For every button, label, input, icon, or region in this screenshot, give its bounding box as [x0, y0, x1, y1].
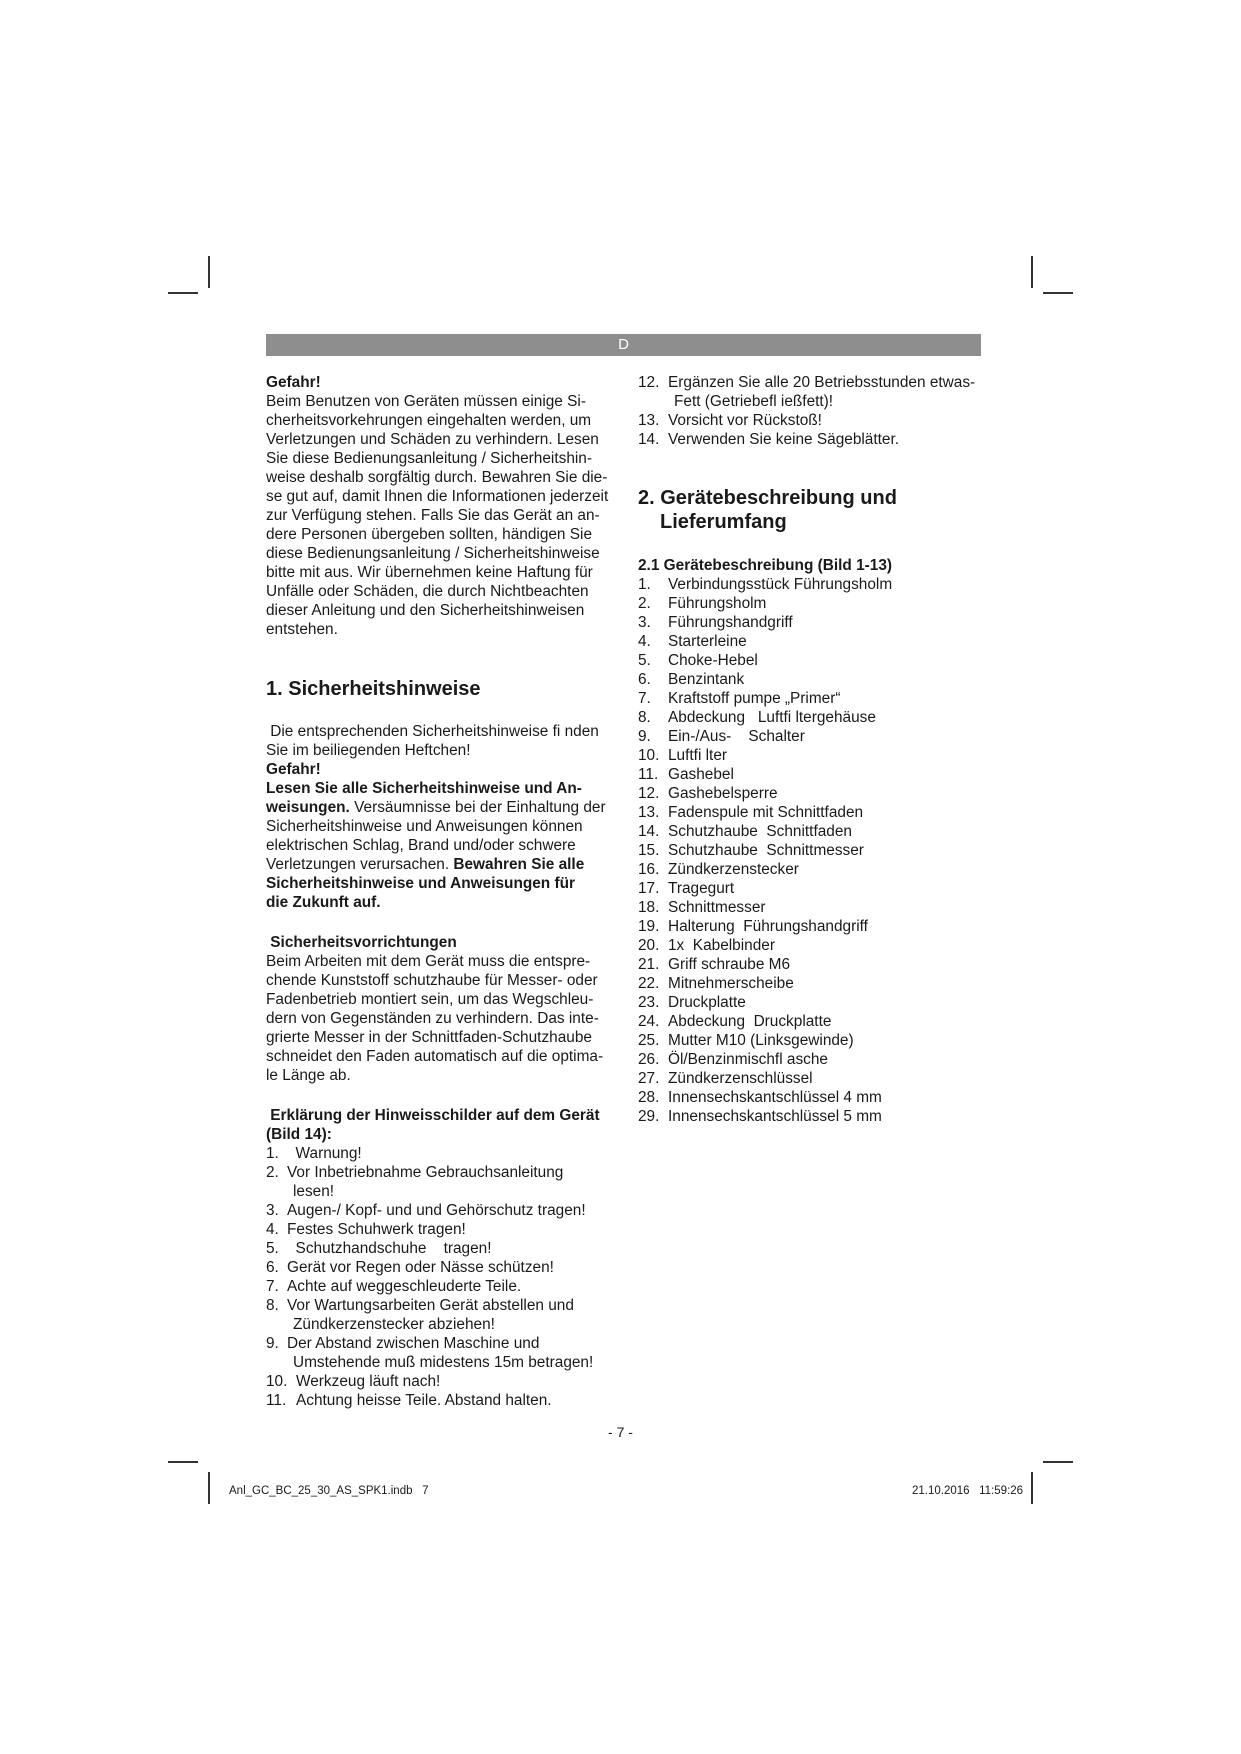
text-line: Lesen Sie alle Sicherheitshinweise und An-: [266, 780, 582, 797]
list-item: [638, 594, 988, 613]
list-item: [638, 765, 988, 784]
list-item: [638, 841, 988, 860]
list-item: [638, 1012, 988, 1031]
list-text: Griff schraube M6: [668, 956, 791, 973]
list-item: [638, 974, 988, 993]
page-number: - 7 -: [608, 1424, 633, 1440]
list-item: [266, 1334, 616, 1372]
crop-mark-top-left-vertical: [208, 256, 210, 288]
list-text: Zündkerzenstecker: [668, 861, 799, 878]
list-item: [638, 1069, 988, 1088]
list-item: [638, 575, 988, 594]
print-timestamp: 21.10.2016 11:59:26: [912, 1485, 1024, 1497]
list-text: Halterung Führungshandgriff: [668, 918, 868, 935]
text-line: Verletzungen verursachen.: [266, 856, 454, 873]
list-item: [638, 879, 988, 898]
list-text: Gashebelsperre: [668, 785, 778, 802]
signs-list: [266, 1144, 616, 1410]
list-item: [638, 670, 988, 689]
list-number: 5.: [638, 652, 651, 669]
list-text-continuation: lesen!: [293, 1183, 335, 1200]
list-text: Vor Wartungsarbeiten Gerät abstellen und: [287, 1297, 574, 1314]
list-number: 6.: [638, 671, 651, 688]
text-line: dere Personen übergeben sollten, händigen Sie: [266, 526, 593, 543]
list-item: [638, 1088, 988, 1107]
text-line: grierte Messer in der Schnittfaden-Schutzhaube: [266, 1029, 592, 1046]
list-text: Ein-/Aus- Schalter: [668, 728, 805, 745]
list-text: Öl/Benzinmischfl asche: [668, 1051, 828, 1068]
list-item: [266, 1239, 616, 1258]
list-item: [638, 632, 988, 651]
list-text: Innensechskantschlüssel 5 mm: [668, 1108, 882, 1125]
list-item: [266, 1372, 616, 1391]
list-number: 9.: [266, 1335, 279, 1352]
list-item: [638, 373, 988, 411]
list-text: Führungsholm: [668, 595, 767, 612]
list-item: [266, 1277, 616, 1296]
text-line: Beim Benutzen von Geräten müssen einige Si-: [266, 393, 586, 410]
language-header-bar: [266, 334, 981, 356]
list-item: [638, 651, 988, 670]
list-text: Luftfi lter: [668, 747, 728, 764]
list-text: Augen-/ Kopf- und und Gehörschutz tragen!: [287, 1202, 586, 1219]
list-number: 10.: [638, 747, 660, 764]
list-text: Mutter M10 (Linksgewinde): [668, 1032, 854, 1049]
parts-list: [638, 575, 988, 1126]
list-text: Choke-Hebel: [668, 652, 758, 669]
text-line: le Länge ab.: [266, 1067, 351, 1084]
list-number: 9.: [638, 728, 651, 745]
signs-list-continued: [638, 373, 988, 449]
text-line: dieser Anleitung und den Sicherheitshinweisen: [266, 602, 585, 619]
list-number: 16.: [638, 861, 660, 878]
list-number: 2.: [266, 1164, 279, 1181]
text-line: elektrischen Schlag, Brand und/oder schwere: [266, 837, 576, 854]
list-number: 22.: [638, 975, 660, 992]
list-text: Abdeckung Druckplatte: [668, 1013, 832, 1030]
text-bold: weisungen.: [266, 799, 350, 816]
file-label: Anl_GC_BC_25_30_AS_SPK1.indb 7: [229, 1485, 429, 1497]
list-text: Schutzhaube Schnittfaden: [668, 823, 852, 840]
list-text: Achtung heisse Teile. Abstand halten.: [296, 1392, 552, 1409]
list-item: [638, 936, 988, 955]
list-item: [266, 1220, 616, 1239]
list-number: 11.: [638, 766, 659, 783]
text-line: dern von Gegenständen zu verhindern. Das inte-: [266, 1010, 599, 1027]
list-number: 6.: [266, 1259, 279, 1276]
section-1-heading: 1. Sicherheitshinweise: [266, 678, 481, 700]
list-text-continuation: Fett (Getriebefl ießfett)!: [674, 393, 834, 410]
text-line: die Zukunft auf.: [266, 894, 381, 911]
list-text: Gerät vor Regen oder Nässe schützen!: [287, 1259, 554, 1276]
text-line: entstehen.: [266, 621, 338, 638]
list-item: [638, 993, 988, 1012]
text-bold: Bewahren Sie alle: [453, 856, 585, 873]
list-text: Abdeckung Luftfi ltergehäuse: [668, 709, 876, 726]
list-item: [638, 784, 988, 803]
crop-mark-bottom-left-horizontal: [168, 1461, 198, 1463]
text-line: Sicherheitshinweise und Anweisungen können: [266, 818, 583, 835]
list-number: 12.: [638, 785, 660, 802]
list-text-continuation: Zündkerzenstecker abziehen!: [293, 1316, 495, 1333]
list-text: Ergänzen Sie alle 20 Betriebsstunden etwas-: [668, 374, 976, 391]
list-item: [638, 689, 988, 708]
crop-mark-bottom-right-horizontal: [1043, 1461, 1073, 1463]
list-text: Mitnehmerscheibe: [668, 975, 794, 992]
list-number: 20.: [638, 937, 660, 954]
list-text: Schutzhaube Schnittmesser: [668, 842, 864, 859]
list-number: 4.: [266, 1221, 279, 1238]
list-number: 25.: [638, 1032, 660, 1049]
list-item: [638, 411, 988, 430]
crop-mark-bottom-right-vertical: [1031, 1472, 1033, 1504]
list-number: 1.: [638, 576, 651, 593]
list-text: Gashebel: [668, 766, 734, 783]
list-number: 12.: [638, 374, 660, 391]
text-line: zur Verfügung stehen. Falls Sie das Gerät an an-: [266, 507, 600, 524]
list-text-continuation: Umstehende muß midestens 15m betragen!: [293, 1354, 594, 1371]
list-number: 8.: [638, 709, 651, 726]
list-number: 28.: [638, 1089, 660, 1106]
list-number: 14.: [638, 431, 660, 448]
list-item: [638, 822, 988, 841]
list-item: [266, 1163, 616, 1201]
list-text: Schutzhandschuhe tragen!: [287, 1240, 492, 1257]
list-text: Werkzeug läuft nach!: [296, 1373, 441, 1390]
list-text: Tragegurt: [668, 880, 735, 897]
list-text: Achte auf weggeschleuderte Teile.: [287, 1278, 522, 1295]
list-number: 7.: [638, 690, 651, 707]
list-item: [266, 1391, 616, 1410]
danger-paragraph: [266, 392, 616, 639]
text-line: diese Bedienungsanleitung / Sicherheitshinweise: [266, 545, 600, 562]
list-number: 17.: [638, 880, 660, 897]
list-text: Verbindungsstück Führungsholm: [668, 576, 893, 593]
list-text: Festes Schuhwerk tragen!: [287, 1221, 466, 1238]
list-item: [638, 1031, 988, 1050]
left-column: [266, 373, 616, 1410]
right-column: [638, 373, 988, 1126]
text-line: Versäumnisse bei der Einhaltung der: [349, 799, 606, 816]
list-item: [266, 1258, 616, 1277]
text-line: Verletzungen und Schäden zu verhindern. Lesen: [266, 431, 599, 448]
list-text: Starterleine: [668, 633, 747, 650]
list-number: 5.: [266, 1240, 279, 1257]
list-number: 27.: [638, 1070, 660, 1087]
list-number: 21.: [638, 956, 660, 973]
language-code: D: [618, 336, 629, 353]
list-item: [638, 898, 988, 917]
list-number: 10.: [266, 1373, 288, 1390]
list-text: Benzintank: [668, 671, 745, 688]
section-1-intro: [266, 722, 616, 760]
safety-devices-heading: Sicherheitsvorrichtungen: [266, 934, 457, 951]
text-line: cherheitsvorkehrungen eingehalten werden, um: [266, 412, 592, 429]
text-line: Sicherheitshinweise und Anweisungen für: [266, 875, 575, 892]
list-item: [638, 803, 988, 822]
list-text: Vor Inbetriebnahme Gebrauchsanleitung: [287, 1164, 564, 1181]
text-line: Die entsprechenden Sicherheitshinweise fi nden: [266, 723, 599, 740]
list-text: 1x Kabelbinder: [668, 937, 775, 954]
list-number: 2.: [638, 595, 651, 612]
list-item: [266, 1144, 616, 1163]
list-text: Zündkerzenschlüssel: [668, 1070, 813, 1087]
list-text: Schnittmesser: [668, 899, 766, 916]
list-number: 24.: [638, 1013, 660, 1030]
list-text: Innensechskantschlüssel 4 mm: [668, 1089, 882, 1106]
text-line: weise deshalb sorgfältig durch. Bewahren Sie die-: [266, 469, 608, 486]
text-line: Sie im beiliegenden Heftchen!: [266, 742, 471, 759]
list-number: 8.: [266, 1297, 279, 1314]
list-item: [638, 613, 988, 632]
crop-mark-top-right-vertical: [1031, 256, 1033, 288]
list-text: Fadenspule mit Schnittfaden: [668, 804, 864, 821]
list-item: [638, 1050, 988, 1069]
list-text: Druckplatte: [668, 994, 746, 1011]
list-item: [638, 860, 988, 879]
list-number: 29.: [638, 1108, 660, 1125]
crop-mark-top-left-horizontal: [168, 292, 198, 294]
list-number: 18.: [638, 899, 660, 916]
list-number: 13.: [638, 804, 660, 821]
list-item: [266, 1201, 616, 1220]
list-number: 7.: [266, 1278, 279, 1295]
text-line: schneidet den Faden automatisch auf die optima-: [266, 1048, 604, 1065]
list-item: [638, 746, 988, 765]
text-line: se gut auf, damit Ihnen die Informationen jederzeit: [266, 488, 609, 505]
signs-heading-2: (Bild 14):: [266, 1126, 332, 1143]
text-line: Beim Arbeiten mit dem Gerät muss die entspre-: [266, 953, 591, 970]
list-item: [638, 708, 988, 727]
section-2-1-heading: 2.1 Gerätebeschreibung (Bild 1-13): [638, 557, 893, 574]
text-line: Fadenbetrieb montiert sein, um das Wegschleu-: [266, 991, 594, 1008]
list-text: Verwenden Sie keine Sägeblätter.: [668, 431, 900, 448]
list-text: Warnung!: [287, 1145, 362, 1162]
text-line: Unfälle oder Schäden, die durch Nichtbeachten: [266, 583, 589, 600]
list-number: 4.: [638, 633, 651, 650]
heading-line: 2. Gerätebeschreibung und: [638, 487, 897, 509]
crop-mark-bottom-left-vertical: [208, 1472, 210, 1504]
text-line: Sie diese Bedienungsanleitung / Sicherheitshin-: [266, 450, 592, 467]
list-text: Der Abstand zwischen Maschine und: [287, 1335, 540, 1352]
text-line: bitte mit aus. Wir übernehmen keine Haftung für: [266, 564, 593, 581]
section-2-heading: [638, 486, 988, 534]
warning-paragraph: [266, 779, 616, 912]
list-number: 13.: [638, 412, 660, 429]
list-number: 19.: [638, 918, 660, 935]
list-number: 23.: [638, 994, 660, 1011]
safety-devices-paragraph: [266, 952, 616, 1085]
list-item: [638, 917, 988, 936]
list-number: 11.: [266, 1392, 287, 1409]
crop-mark-top-right-horizontal: [1043, 292, 1073, 294]
heading-line: Lieferumfang: [660, 511, 787, 533]
text-line: chende Kunststoff schutzhaube für Messer- oder: [266, 972, 598, 989]
list-number: 14.: [638, 823, 660, 840]
list-text: Führungshandgriff: [668, 614, 793, 631]
danger-title: Gefahr!: [266, 374, 321, 391]
list-number: 15.: [638, 842, 660, 859]
list-item: [638, 1107, 988, 1126]
signs-heading: Erklärung der Hinweisschilder auf dem Gerät: [266, 1107, 600, 1124]
list-number: 26.: [638, 1051, 660, 1068]
list-number: 1.: [266, 1145, 279, 1162]
list-item: [638, 430, 988, 449]
list-number: 3.: [266, 1202, 279, 1219]
danger-title-2: Gefahr!: [266, 761, 321, 778]
list-item: [638, 727, 988, 746]
list-item: [638, 955, 988, 974]
list-item: [266, 1296, 616, 1334]
list-number: 3.: [638, 614, 651, 631]
list-text: Kraftstoff pumpe „Primer“: [668, 690, 841, 707]
list-text: Vorsicht vor Rückstoß!: [668, 412, 822, 429]
